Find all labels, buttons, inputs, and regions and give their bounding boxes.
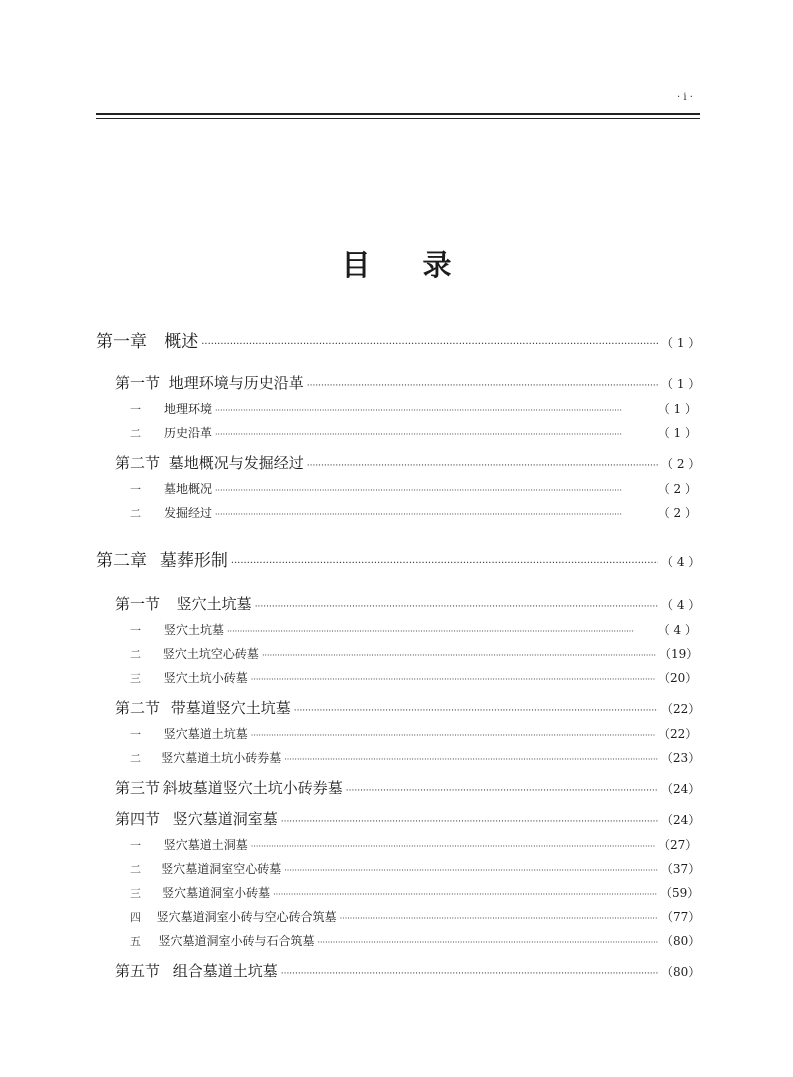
toc-entry-chapter[interactable]: [96, 546, 701, 571]
toc-dot-leader: [215, 406, 655, 415]
toc-entry-number: 五: [130, 935, 141, 948]
toc-entry-title: 竖穴土坑空心砖墓: [162, 647, 259, 661]
toc-entry-section[interactable]: [115, 808, 701, 829]
toc-entry-title: 竖穴墓道土洞墓: [163, 838, 248, 852]
toc-entry-number: 第一章: [96, 332, 147, 352]
toc-entry-page: （ 4 ）: [661, 555, 701, 569]
toc-entry-number: 二: [130, 863, 141, 876]
toc-entry-page: （77）: [661, 910, 701, 924]
toc-entry-number: 一: [130, 728, 141, 741]
toc-entry-page: （ 1 ）: [657, 426, 697, 440]
toc-entry-page: （24）: [661, 782, 701, 796]
toc-entry-number: 二: [130, 648, 141, 661]
toc-dot-leader: [215, 430, 655, 439]
toc-entry-number: 三: [130, 672, 141, 685]
toc-dot-leader: [227, 627, 655, 636]
toc-dot-leader: [231, 558, 658, 569]
toc-entry-item[interactable]: [130, 725, 697, 742]
toc-entry-page: （22）: [657, 727, 698, 741]
toc-entry-number: 三: [130, 887, 141, 900]
toc-entry-number: 二: [130, 507, 141, 520]
toc-entry-title: 发掘经过: [164, 506, 213, 520]
toc-entry-item[interactable]: [130, 908, 701, 925]
toc-entry-item[interactable]: [130, 836, 697, 853]
toc-entry-number: 第二节: [115, 454, 161, 472]
toc-entry-number: 第一节: [115, 595, 161, 613]
toc-dot-leader: [340, 914, 658, 923]
toc-entry-title: 带墓道竖穴土坑墓: [170, 699, 291, 717]
toc-dot-leader: [215, 510, 655, 519]
toc-entry-page: （19）: [658, 647, 699, 661]
toc-entry-item[interactable]: [130, 504, 697, 521]
toc-entry-number: 一: [130, 624, 141, 637]
toc-entry-number: 第一节: [115, 374, 161, 392]
toc-dot-leader: [284, 866, 658, 875]
toc-entry-title: 竖穴墓道土坑墓: [163, 727, 248, 741]
toc-entry-title: 竖穴墓道土坑小砖券墓: [161, 751, 282, 765]
toc-dot-leader: [346, 786, 658, 796]
toc-entry-title: 竖穴墓道洞室小砖与空心砖合筑墓: [156, 910, 337, 924]
toc-entry-number: 四: [130, 911, 141, 924]
toc-entry-page: （37）: [660, 862, 701, 876]
toc-entry-page: （22）: [661, 702, 701, 716]
toc-entry-item[interactable]: [130, 860, 701, 877]
toc-entry-page: （ 2 ）: [657, 482, 697, 496]
toc-entry-page: （24）: [661, 813, 701, 827]
toc-entry-section[interactable]: [115, 697, 701, 718]
toc-entry-section[interactable]: [115, 777, 701, 798]
toc-entry-page: （20）: [657, 671, 698, 685]
toc-entry-page: （ 4 ）: [661, 598, 701, 612]
toc-entry-number: 第二章: [96, 551, 147, 571]
toc-dot-leader: [281, 969, 658, 979]
toc-entry-title: 墓地概况: [164, 482, 213, 496]
toc-entry-item[interactable]: [130, 480, 697, 497]
toc-entry-title: 竖穴墓道洞室小砖墓: [162, 886, 271, 900]
page-number: · i ·: [677, 92, 693, 103]
toc-entry-title: 竖穴墓道洞室空心砖墓: [161, 862, 282, 876]
toc-entry-title: 墓地概况与发掘经过: [168, 454, 304, 472]
toc-entry-title: 竖穴土坑墓: [164, 623, 225, 637]
toc-entry-number: 一: [130, 483, 141, 496]
toc-entry-title: 组合墓道土坑墓: [172, 962, 278, 980]
toc-entry-page: （80）: [661, 934, 701, 948]
toc-entry-page: （59）: [659, 886, 700, 900]
toc-entry-page: （ 1 ）: [661, 336, 701, 350]
toc-entry-title: 历史沿革: [164, 426, 213, 440]
toc-entry-section[interactable]: [115, 452, 701, 473]
toc-entry-item[interactable]: [130, 669, 697, 686]
toc-dot-leader: [273, 890, 657, 899]
toc-entry-title: 竖穴土坑小砖墓: [163, 671, 248, 685]
toc-dot-leader: [307, 381, 658, 391]
toc-dot-leader: [317, 938, 658, 947]
toc-dot-leader: [251, 731, 655, 740]
toc-entry-section[interactable]: [115, 960, 701, 981]
toc-entry-title: 斜坡墓道竖穴土坑小砖券墓: [162, 779, 343, 797]
toc-entry-page: （23）: [660, 751, 701, 765]
toc-entry-page: （ 2 ）: [661, 457, 701, 471]
toc-entry-page: （ 4 ）: [657, 623, 697, 637]
toc-entry-item[interactable]: [130, 884, 700, 901]
toc-title: 目录: [341, 248, 504, 282]
toc-dot-leader: [201, 339, 658, 350]
toc-entry-page: （ 1 ）: [661, 377, 701, 391]
toc-dot-leader: [251, 842, 655, 851]
toc-entry-page: （80）: [661, 965, 701, 979]
toc-entry-item[interactable]: [130, 932, 701, 949]
toc-entry-number: 二: [130, 427, 141, 440]
toc-entry-title: 地理环境与历史沿革: [168, 374, 304, 392]
toc-entry-number: 第二节: [115, 699, 161, 717]
toc-entry-number: 一: [130, 403, 141, 416]
toc-entry-number: 一: [130, 839, 141, 852]
toc-dot-leader: [284, 755, 658, 764]
toc-entry-item[interactable]: [130, 621, 697, 638]
toc-dot-leader: [262, 651, 656, 660]
toc-entry-title: 竖穴墓道洞室墓: [172, 810, 278, 828]
toc-entry-title: 竖穴土坑墓: [176, 595, 252, 613]
toc-dot-leader: [251, 675, 655, 684]
toc-entry-title: 竖穴墓道洞室小砖与石合筑墓: [158, 934, 315, 948]
toc-dot-leader: [294, 706, 658, 716]
toc-entry-number: 第五节: [115, 962, 161, 980]
toc-entry-section[interactable]: [115, 372, 701, 393]
toc-dot-leader: [281, 817, 658, 827]
toc-entry-item[interactable]: [130, 424, 697, 441]
toc-entry-item[interactable]: [130, 400, 697, 417]
toc-entry-item[interactable]: [130, 749, 701, 766]
toc-entry-number: 二: [130, 752, 141, 765]
toc-entry-page: （ 1 ）: [657, 402, 697, 416]
toc-entry-number: 第四节: [115, 810, 161, 828]
toc-entry-page: （27）: [657, 838, 698, 852]
toc-entry-title: 概述: [164, 332, 199, 352]
toc-entry-page: （ 2 ）: [657, 506, 697, 520]
toc-entry-chapter[interactable]: [96, 327, 701, 352]
toc-entry-section[interactable]: [115, 593, 701, 614]
toc-dot-leader: [307, 461, 658, 471]
toc-dot-leader: [215, 486, 655, 495]
toc-entry-title: 地理环境: [164, 402, 213, 416]
toc-dot-leader: [255, 602, 658, 612]
toc-entry-number: 第三节: [115, 779, 161, 797]
toc-entry-item[interactable]: [130, 645, 697, 662]
toc-entry-title: 墓葬形制: [159, 551, 228, 571]
